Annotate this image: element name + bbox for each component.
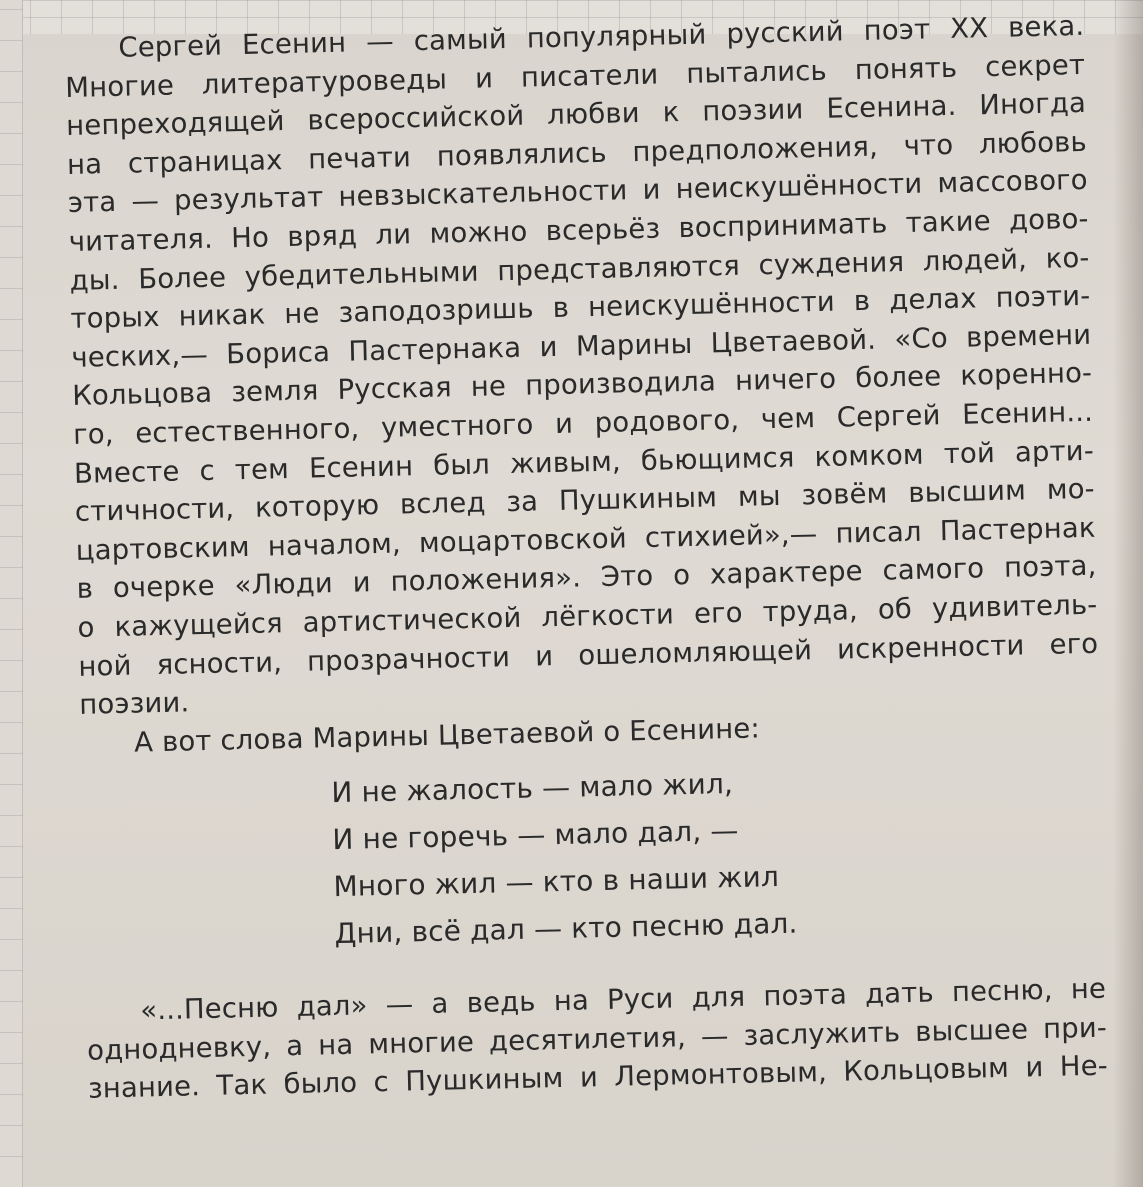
text-line: знание. Так было с Пушкиным и Лермонтовым, Кольцовым и Не- bbox=[87, 1050, 1109, 1106]
page-shadow bbox=[1113, 0, 1143, 1187]
poem-line: Дни, всё дал — кто песню дал. bbox=[334, 906, 798, 951]
text-line: в очерке «Люди и положения». Это о характере самого поэта, bbox=[76, 550, 1097, 606]
text-line: го, естественного, уместного и родового, чем Сергей Есенин... bbox=[72, 395, 1094, 451]
text-line: ной ясности, прозрачности и ошеломляющей искренности его bbox=[78, 627, 1099, 683]
text-line: торых никак не заподозришь в неискушённости в делах поэти- bbox=[70, 279, 1091, 336]
text-line: однодневку, а на многие десятилетия, — заслужить высшее при- bbox=[86, 1011, 1108, 1067]
poem-stanza bbox=[81, 752, 1105, 963]
text-line: ды. Более убедительными представляются суждения людей, ко- bbox=[69, 241, 1090, 297]
text-line: поэзии. bbox=[78, 686, 190, 721]
text-line: о кажущейся артистической лёгкости его труда, об удивитель- bbox=[77, 588, 1098, 644]
poem-line: И не горечь — мало дал, — bbox=[332, 814, 739, 857]
text-line: стичности, которую вслед за Пушкиным мы зовём высшим мо- bbox=[74, 472, 1096, 528]
poem-line: И не жалость — мало жил, bbox=[331, 767, 734, 810]
text-line: «...Песню дал» — а ведь на Руси для поэта дать песню, не bbox=[139, 972, 1107, 1027]
paragraph-esenin-intro bbox=[64, 7, 1099, 725]
text-line: А вот слова Марины Цветаевой о Есенине: bbox=[133, 712, 761, 759]
text-line: Сергей Есенин — самый популярный русский поэт XX века. bbox=[118, 9, 1085, 64]
grid-paper-left bbox=[0, 0, 23, 1187]
text-line: на страницах печати появлялись предположения, что любовь bbox=[66, 125, 1088, 181]
text-line: Вместе с тем Есенин был живым, бьющимся комком той арти- bbox=[73, 434, 1095, 490]
text-line: цартовским началом, моцартовской стихией»,— писал Пастернак bbox=[75, 511, 1096, 567]
text-line: Кольцова земля Русская не производила ничего более коренно- bbox=[71, 357, 1093, 413]
paragraph-song-given bbox=[86, 970, 1108, 1109]
text-line: ческих,— Бориса Пастернака и Марины Цветаевой. «Со времени bbox=[71, 318, 1092, 374]
text-line: читателя. Но вряд ли можно всерьёз воспринимать такие дово- bbox=[68, 202, 1089, 258]
poem-line: Много жил — кто в наши жил bbox=[333, 860, 780, 904]
text-line: Многие литературоведы и писатели пытались понять секрет bbox=[64, 48, 1086, 104]
text-line: эта — результат невзыскательности и неискушённости массового bbox=[67, 164, 1089, 220]
page-text bbox=[64, 7, 1108, 1109]
text-line: непреходящей всероссийской любви к поэзии Есенина. Иногда bbox=[65, 87, 1087, 143]
